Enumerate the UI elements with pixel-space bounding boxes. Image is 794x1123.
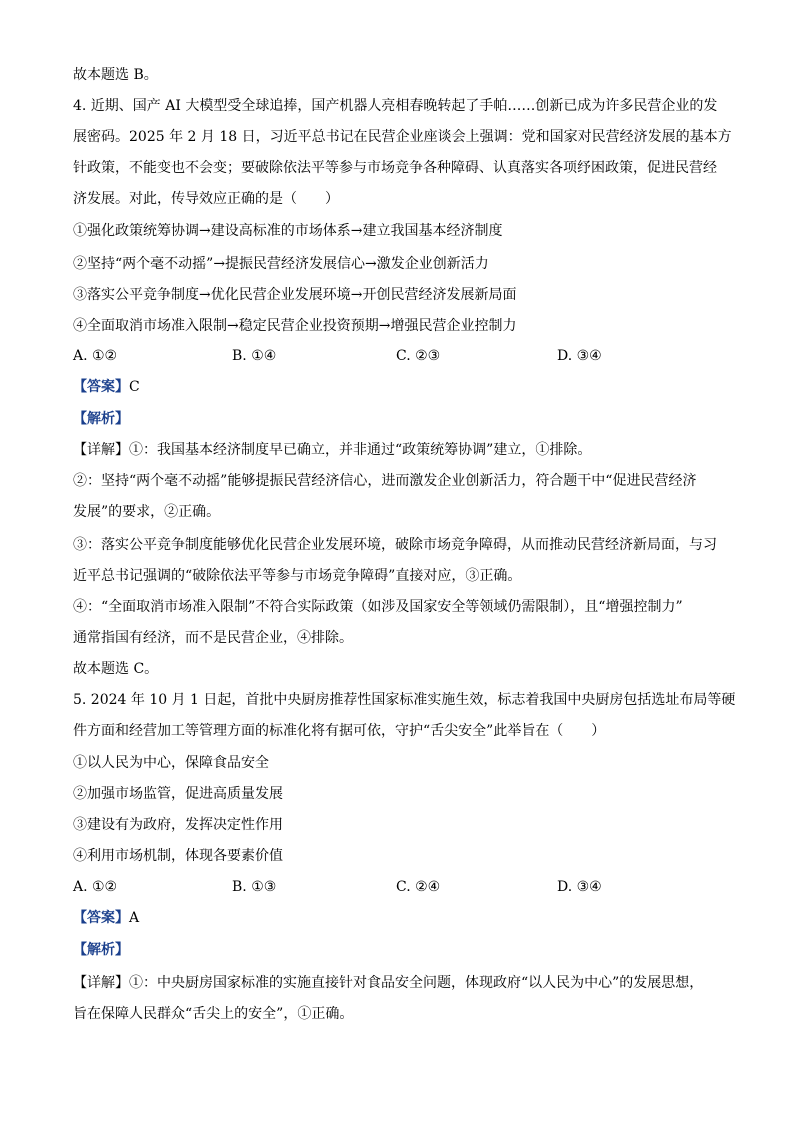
q5-detail-tag: 【详解】 bbox=[73, 975, 129, 991]
q5-item-2: ②加强市场监管，促进高质量发展 bbox=[73, 786, 283, 802]
q5-option-a: A. ①② bbox=[73, 879, 118, 895]
q5-stem-line-2: 件方面和经营加工等管理方面的标准化将有据可依，守护“舌尖安全”此举旨在（ ） bbox=[73, 723, 606, 739]
q4-detail-line-6: ④：“全面取消市场准入限制”不符合实际政策（如涉及国家安全等领域仍需限制），且“增强控制力” bbox=[73, 599, 683, 615]
q4-stem-line-3: 针政策，不能变也不会变；要破除依法平等参与市场竞争各种障碍、认真落实各项纾困政策，促进民营经 bbox=[73, 160, 717, 176]
q4-detail-line-1 bbox=[73, 441, 591, 459]
q4-option-c: C. ②③ bbox=[396, 348, 441, 364]
q5-item-1: ①以人民为中心，保障食品安全 bbox=[73, 755, 269, 771]
q4-item-2: ②坚持“两个毫不动摇”→提振民营经济发展信心→激发企业创新活力 bbox=[73, 256, 489, 272]
q4-option-b: B. ①④ bbox=[232, 348, 277, 364]
q5-option-d: D. ③④ bbox=[557, 879, 602, 895]
q4-answer-tag: 【答案】 bbox=[73, 379, 129, 395]
q4-detail-line-7: 通常指国有经济，而不是民营企业，④排除。 bbox=[73, 630, 353, 646]
q4-answer-line bbox=[73, 378, 140, 396]
q4-option-d: D. ③④ bbox=[557, 348, 602, 364]
q4-option-a: A. ①② bbox=[73, 348, 118, 364]
q5-analysis-line bbox=[73, 941, 129, 959]
q5-detail-line-2: 旨在保障人民群众“舌尖上的安全”，①正确。 bbox=[73, 1006, 354, 1022]
q5-item-3: ③建设有为政府，发挥决定性作用 bbox=[73, 817, 283, 833]
q4-item-1: ①强化政策统筹协调→建设高标准的市场体系→建立我国基本经济制度 bbox=[73, 223, 503, 239]
q4-item-3: ③落实公平竞争制度→优化民营企业发展环境→开创民营经济发展新局面 bbox=[73, 287, 517, 303]
q4-stem-line-2: 展密码。2025 年 2 月 18 日，习近平总书记在民营企业座谈会上强调：党和国家对民营经济发展的基本方 bbox=[73, 129, 732, 145]
q5-detail-text-1: ①：中央厨房国家标准的实施直接针对食品安全问题，体现政府“以人民为中心”的发展思想， bbox=[129, 975, 704, 991]
q5-detail-line-1 bbox=[73, 974, 703, 992]
q4-detail-line-3: 发展”的要求，②正确。 bbox=[73, 504, 221, 520]
q4-stem-line-1: 4. 近期、国产 AI 大模型受全球追捧，国产机器人亮相春晚转起了手帕……创新已成为许多民营企业的发 bbox=[73, 98, 718, 114]
q5-analysis-tag: 【解析】 bbox=[73, 942, 129, 958]
q5-stem-line-1: 5. 2024 年 10 月 1 日起，首批中央厨房推荐性国家标准实施生效，标志着我国中央厨房包括选址布局等硬 bbox=[73, 692, 736, 708]
q4-item-4: ④全面取消市场准入限制→稳定民营企业投资预期→增强民营企业控制力 bbox=[73, 318, 517, 334]
q5-answer-tag: 【答案】 bbox=[73, 910, 129, 926]
q4-stem-line-4: 济发展。对此，传导效应正确的是（ ） bbox=[73, 191, 339, 207]
q5-option-b: B. ①③ bbox=[232, 879, 277, 895]
q4-detail-line-4: ③：落实公平竞争制度能够优化民营企业发展环境，破除市场竞争障碍，从而推动民营经济新局面，与习 bbox=[73, 537, 717, 553]
q5-option-c: C. ②④ bbox=[396, 879, 441, 895]
q4-detail-tag: 【详解】 bbox=[73, 442, 129, 458]
q5-answer: A bbox=[129, 910, 140, 926]
q5-answer-line bbox=[73, 909, 139, 927]
q4-analysis-line bbox=[73, 410, 129, 428]
q4-conclusion: 故本题选 C。 bbox=[73, 661, 159, 677]
previous-conclusion: 故本题选 B。 bbox=[73, 67, 158, 83]
q4-detail-line-5: 近平总书记强调的“破除依法平等参与市场竞争障碍”直接对应，③正确。 bbox=[73, 568, 522, 584]
q4-analysis-tag: 【解析】 bbox=[73, 411, 129, 427]
q4-detail-line-2: ②：坚持“两个毫不动摇”能够提振民营经济信心，进而激发企业创新活力，符合题干中“促进民营经济 bbox=[73, 473, 697, 489]
q5-item-4: ④利用市场机制，体现各要素价值 bbox=[73, 848, 283, 864]
q4-detail-text-1: ①：我国基本经济制度早已确立，并非通过“政策统筹协调”建立，①排除。 bbox=[129, 442, 592, 458]
q4-answer: C bbox=[129, 379, 140, 395]
